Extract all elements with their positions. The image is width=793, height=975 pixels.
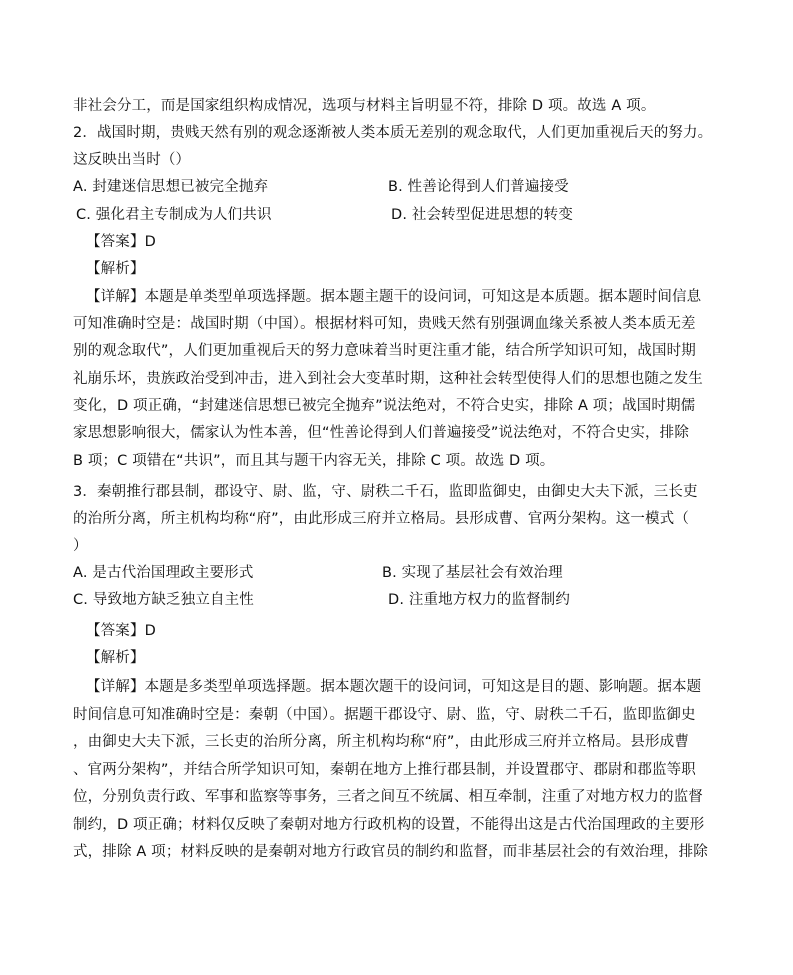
q3-stem-line1: 3．秦朝推行郡县制，郡设守、尉、监，守、尉秩二千石，监即监御史，由御史大夫下派，三长吏 [73,484,698,500]
q2-detail-line: 【详解】本题是单类型单项选择题。据本题主题干的设问词，可知这是本质题。据本题时间信息 [86,289,702,305]
q3-stem-line2: 的治所分离，所主机构均称“府”，由此形成三府并立格局。县形成曹、官两分架构。这一模式（ [73,511,689,527]
q3-stem-line3: ） [73,538,88,554]
q3-detail-line: 位，分别负责行政、军事和监察等事务，三者之间互不统属、相互牵制，注重了对地方权力的监督 [73,789,703,805]
q2-option-c: C. 强化君主专制成为人们共识 [76,207,272,223]
q3-detail-line: 【详解】本题是多类型单项选择题。据本题次题干的设问词，可知这是目的题、影响题。据本题 [86,679,702,695]
q1-explanation-tail: 非社会分工，而是国家组织构成情况，选项与材料主旨明显不符，排除 D 项。故选 A 项。 [73,98,656,114]
q2-detail-line: 礼崩乐坏，贵族政治受到冲击，进入到社会大变革时期，这种社会转型使得人们的思想也随之发生 [73,371,703,387]
q2-option-d: D. 社会转型促进思想的转变 [391,207,573,223]
q2-analysis-label: 【解析】 [86,261,145,277]
q3-detail-line: 、官两分架构”，并结合所学知识可知，秦朝在地方上推行郡县制，并设置郡守、郡尉和郡监等职 [73,762,696,778]
q3-option-a: A. 是古代治国理政主要形式 [73,565,254,581]
q2-detail-line: 家思想影响很大，儒家认为性本善，但“性善论得到人们普遍接受”说法绝对，不符合史实，排除 [73,425,689,441]
q2-option-b: B. 性善论得到人们普遍接受 [388,179,569,195]
q3-detail-line: 时间信息可知准确时空是：秦朝（中国）。据题干郡设守、尉、监，守、尉秩二千石，监即监御史 [73,707,696,723]
q3-option-b: B. 实现了基层社会有效治理 [382,565,563,581]
q3-analysis-label: 【解析】 [86,650,145,666]
q2-answer: 【答案】D [86,234,156,250]
q2-detail-line: 可知准确时空是：战国时期（中国）。根据材料可知，贵贱天然有别强调血缘关系被人类本质无差 [73,316,696,332]
q3-option-d: D. 注重地方权力的监督制约 [388,592,570,608]
q2-stem-line1: 2．战国时期，贵贱天然有别的观念逐渐被人类本质无差别的观念取代，人们更加重视后天的努力。 [73,125,713,141]
q3-detail-line: 式，排除 A 项；材料反映的是秦朝对地方行政官员的制约和监督，而非基层社会的有效治理，排除 [73,844,708,860]
q3-detail-line: ，由御史大夫下派，三长吏的治所分离，所主机构均称“府”，由此形成三府并立格局。县形成曹 [73,734,689,750]
q2-stem-line2: 这反映出当时（） [73,152,191,168]
q3-option-c: C. 导致地方缺乏独立自主性 [73,592,254,608]
q2-detail-line: 变化，D 项正确，“封建迷信思想已被完全抛弃”说法绝对，不符合史实，排除 A 项；战国时期儒 [73,398,696,414]
q2-option-a: A. 封建迷信思想已被完全抛弃 [73,179,269,195]
q2-detail-line: 别的观念取代”，人们更加重视后天的努力意味着当时更注重才能，结合所学知识可知，战国时期 [73,343,696,359]
q3-answer: 【答案】D [86,623,156,639]
q2-detail-line: B 项；C 项错在“共识”，而且其与题干内容无关，排除 C 项。故选 D 项。 [73,453,555,469]
q3-detail-line: 制约，D 项正确；材料仅反映了秦朝对地方行政机构的设置，不能得出这是古代治国理政的主要形 [73,817,705,833]
